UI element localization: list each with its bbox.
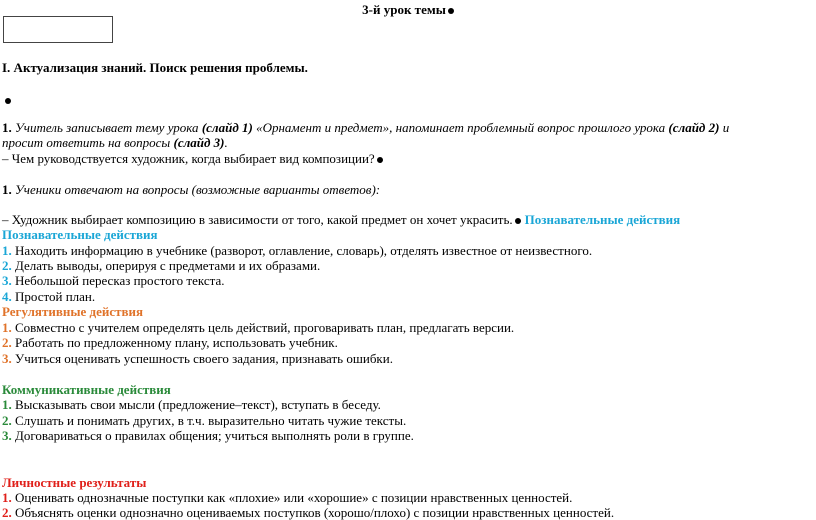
list-item: 3. Учиться оценивать успешность своего задания, признавать ошибки. [2, 351, 393, 366]
section-heading: I. Актуализация знаний. Поиск решения проблемы. [2, 60, 308, 75]
paragraph-students: 1. Ученики отвечают на вопросы (возможные варианты ответов): [2, 182, 381, 197]
list-item: 2. Слушать и понимать других, в т.ч. выразительно читать чужие тексты. [2, 413, 407, 428]
list-item: 1. Оценивать однозначные поступки как «плохие» или «хорошие» с позиции нравственных ценностей. [2, 490, 573, 505]
list-item: 3. Небольшой пересказ простого текста. [2, 273, 225, 288]
list-item: 3. Договариваться о правилах общения; учиться выполнять роли в группе. [2, 428, 414, 443]
list-item: 1. Высказывать свои мысли (предложение–текст), вступать в беседу. [2, 397, 381, 412]
paragraph-teacher-cont: просит ответить на вопросы (слайд 3). [2, 135, 228, 150]
list-item: 1. Находить информацию в учебнике (разворот, оглавление, словарь), отделять известное от неизвестного. [2, 243, 593, 258]
paragraph-teacher: 1. Учитель записывает тему урока (слайд 1) «Орнамент и предмет», напоминает проблемный вопрос прошлого урока (слайд 2) и [2, 120, 730, 135]
bullet-line [3, 92, 11, 107]
bullet-icon [5, 98, 11, 104]
personal-heading: Личностные результаты [2, 475, 147, 490]
bullet-icon [448, 8, 454, 14]
list-item: 2. Работать по предложенному плану, использовать учебник. [2, 335, 338, 350]
list-item: 2. Делать выводы, оперируя с предметами и их образами. [2, 258, 321, 273]
cognitive-heading: Познавательные действия [2, 227, 158, 242]
page-title: 3-й урок темы [0, 2, 816, 17]
communicative-heading: Коммуникативные действия [2, 382, 171, 397]
list-item: 4. Простой план. [2, 289, 96, 304]
list-item: 2. Объяснять оценки однозначно оцениваемых поступков (хорошо/плохо) с позиции нравственных ценностей. [2, 505, 615, 520]
list-item: 1. Совместно с учителем определять цель действий, проговаривать план, предлагать версии. [2, 320, 515, 335]
empty-frame [3, 16, 113, 43]
regulatory-heading: Регулятивные действия [2, 304, 144, 319]
bullet-icon [515, 218, 521, 224]
answer-line: – Художник выбирает композицию в зависимости от того, какой предмет он хочет украсить. Познавательные действия [2, 212, 681, 227]
bullet-icon [377, 157, 383, 163]
question-line: – Чем руководствуется художник, когда выбирает вид композиции? [2, 151, 383, 166]
